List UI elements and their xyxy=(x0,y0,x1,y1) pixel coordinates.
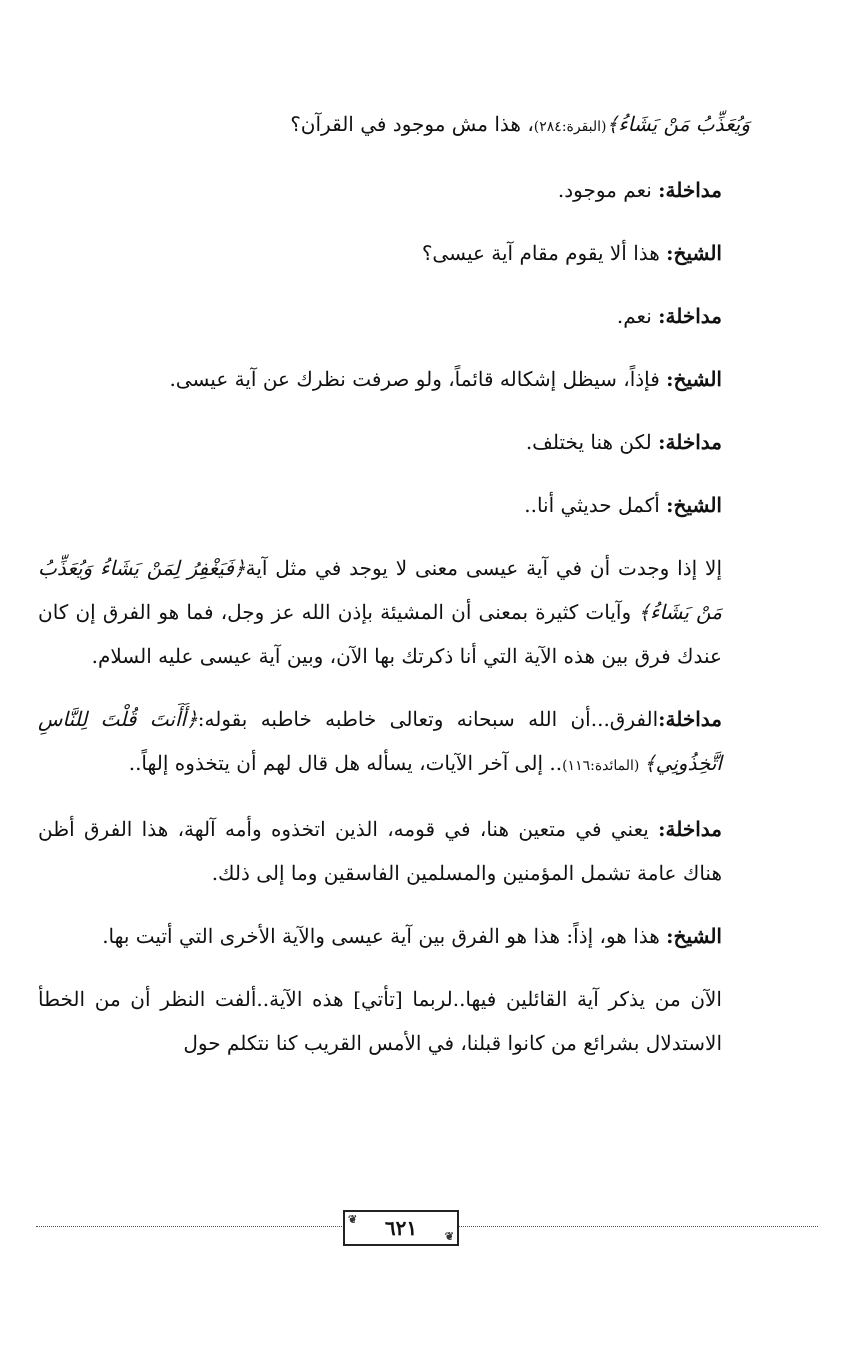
speaker-label: الشيخ: xyxy=(666,241,722,265)
frame-ornament-icon: ❦ xyxy=(348,1213,358,1226)
dialogue-text: الفرق...أن الله سبحانه وتعالى خاطبه خاطبه بقوله: xyxy=(197,707,659,731)
dialogue-text: .. إلى آخر الآيات، يسأله هل قال لهم أن يتخذوه إلهاً.. xyxy=(128,751,563,775)
dialogue-text: هذا ألا يقوم مقام آية عيسى؟ xyxy=(421,241,667,265)
speaker-label: الشيخ: xyxy=(666,367,722,391)
verse-quote: وَيُعَذِّبُ مَنْ يَشَاءُ﴾ xyxy=(606,112,750,136)
speaker-label: مداخلة: xyxy=(658,817,722,841)
dialogue-line xyxy=(38,483,750,527)
dialogue-line xyxy=(38,294,750,338)
paragraph-text: وآيات كثيرة بمعنى أن المشيئة بإذن الله عز وجل، فما هو الفرق إن كان عندك فرق بين هذه الآية التي أنا ذكرتك بها الآن، وبين آية عيسى عليه السلام. xyxy=(38,600,722,668)
page-number-frame xyxy=(343,1210,459,1246)
verse-quote: ﴿فَيَغْفِرُ لِمَنْ يَشَاءُ وَيُعَذِّبُ مَنْ يَشَاءُ﴾ xyxy=(38,556,722,624)
dialogue-line xyxy=(38,231,750,275)
speaker-label: الشيخ: xyxy=(666,493,722,517)
speaker-label: مداخلة: xyxy=(658,304,722,328)
line-text: ، هذا مش موجود في القرآن؟ xyxy=(290,112,534,136)
page-body xyxy=(38,102,750,1084)
body-paragraph xyxy=(38,546,750,678)
verse-reference: (المائدة:١١٦) xyxy=(562,758,644,774)
line-verse-continuation xyxy=(38,102,750,149)
dialogue-text: نعم. xyxy=(616,304,659,328)
dialogue-line xyxy=(38,420,750,464)
dialogue-line xyxy=(38,357,750,401)
verse-reference: (البقرة:٢٨٤) xyxy=(533,119,607,135)
speaker-label: مداخلة: xyxy=(658,178,722,202)
dialogue-text: فإذاً، سيظل إشكاله قائماً، ولو صرفت نظرك عن آية عيسى. xyxy=(169,367,667,391)
dialogue-text: لكن هنا يختلف. xyxy=(525,430,659,454)
dialogue-paragraph xyxy=(38,914,750,958)
dialogue-text: يعني في متعين هنا، في قومه، الذين اتخذوه وأمه آلهة، هذا الفرق أظن هناك عامة تشمل المؤمنين والمسلمين الفاسقين وما إلى ذلك. xyxy=(38,817,722,885)
dialogue-line xyxy=(38,168,750,212)
dialogue-text: هذا هو، إذاً: هذا هو الفرق بين آية عيسى والآية الأخرى التي أتيت بها. xyxy=(102,924,667,948)
speaker-label: الشيخ: xyxy=(666,924,722,948)
page-number: ٦٢١ xyxy=(384,1216,418,1240)
body-paragraph xyxy=(38,977,750,1065)
paragraph-text: إلا إذا وجدت أن في آية عيسى معنى لا يوجد في مثل آية xyxy=(245,556,722,580)
verse-quote: ﴿أَأَنتَ قُلْتَ لِلنَّاسِ اتَّخِذُونِي﴾ xyxy=(38,707,722,775)
paragraph-text: الآن من يذكر آية القائلين فيها..لربما [تأتي] هذه الآية..ألفت النظر أن من الخطأ الاستدلال بشرائع من كانوا قبلنا، في الأمس القريب كنا نتكلم حول xyxy=(38,987,722,1055)
dialogue-text: أكمل حديثي أنا.. xyxy=(524,493,667,517)
dialogue-text: نعم موجود. xyxy=(557,178,659,202)
speaker-label: مداخلة: xyxy=(658,707,722,731)
speaker-label: مداخلة: xyxy=(658,430,722,454)
dialogue-paragraph xyxy=(38,697,750,788)
frame-ornament-icon: ❦ xyxy=(444,1230,454,1243)
dialogue-paragraph xyxy=(38,807,750,895)
